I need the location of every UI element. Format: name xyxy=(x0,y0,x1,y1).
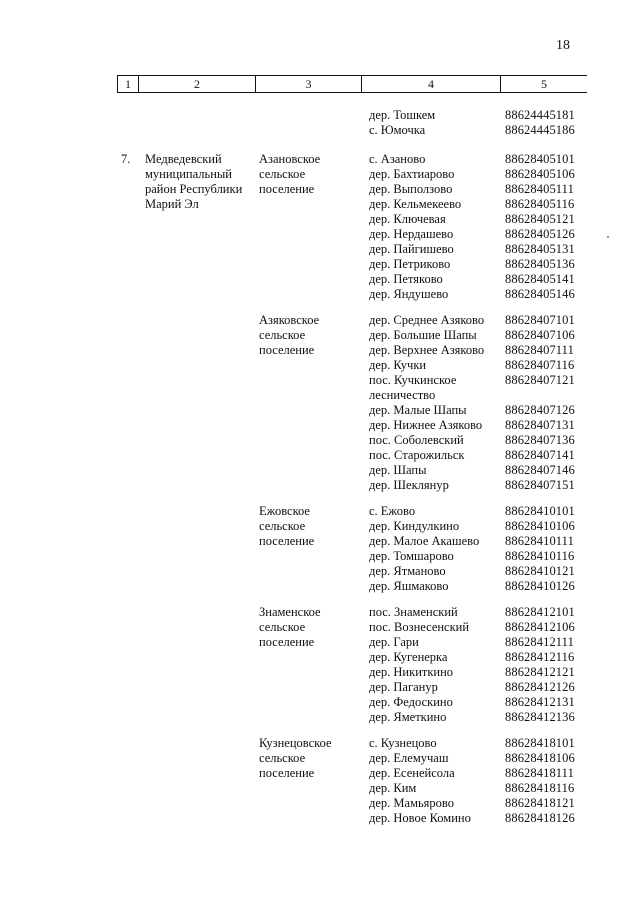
locality-name: с. Кузнецово xyxy=(369,736,437,750)
locality-name: дер. Кельмекеево xyxy=(369,197,462,211)
locality-code: 88628412126 xyxy=(505,680,575,694)
locality-code: 88628405131 xyxy=(505,242,575,256)
locality-code: 88628405106 xyxy=(505,167,575,181)
district-name: Медведевский муниципальный район Республики Марий Эл xyxy=(145,152,243,211)
locality-code: 88628418106 xyxy=(505,751,575,765)
locality-name: дер. Мамьярово xyxy=(369,796,454,810)
locality-name: дер. Яшмаково xyxy=(369,579,449,593)
settlement-name: Ежовское сельское поселение xyxy=(259,504,315,548)
locality-name: пос. Знаменский xyxy=(369,605,458,619)
locality-code: 88628412131 xyxy=(505,695,575,709)
locality-name: дер. Новое Комино xyxy=(369,811,471,825)
locality-name: дер. Есенейсола xyxy=(369,766,455,780)
continuation-locality-name: с. Юмочка xyxy=(369,123,426,137)
locality-code: 88628405121 xyxy=(505,212,575,226)
header-column-3: 3 xyxy=(255,76,361,92)
locality-name: дер. Петяково xyxy=(369,272,443,286)
locality-code: 88628405141 xyxy=(505,272,575,286)
locality-name: дер. Выползово xyxy=(369,182,453,196)
locality-code: 88628405146 xyxy=(505,287,575,301)
locality-name: пос. Вознесенский xyxy=(369,620,470,634)
locality-name: дер. Елемучаш xyxy=(369,751,449,765)
locality-name: с. Ежово xyxy=(369,504,416,518)
locality-name: дер. Гари xyxy=(369,635,419,649)
settlement-name: Кузнецовское сельское поселение xyxy=(259,736,332,780)
locality-code: 88628412106 xyxy=(505,620,575,634)
locality-name: дер. Шеклянур xyxy=(369,478,449,492)
locality-name: дер. Ким xyxy=(369,781,417,795)
locality-name: дер. Кугенерка xyxy=(369,650,448,664)
locality-name: дер. Среднее Азяково xyxy=(369,313,485,327)
locality-code: 88628412136 xyxy=(505,710,575,724)
locality-name: дер. Малое Акашево xyxy=(369,534,480,548)
table-header xyxy=(117,75,587,93)
locality-name: дер. Ятманово xyxy=(369,564,446,578)
locality-name: дер. Малые Шапы xyxy=(369,403,467,417)
locality-name: дер. Петриково xyxy=(369,257,451,271)
locality-name: дер. Яндушево xyxy=(369,287,449,301)
locality-code: 88628407136 xyxy=(505,433,575,447)
locality-name: дер. Кучки xyxy=(369,358,427,372)
locality-code: 88628405101 xyxy=(505,152,575,166)
header-column-5: 5 xyxy=(500,76,587,92)
locality-code: 88628410111 xyxy=(505,534,574,548)
locality-code: 88628407121 xyxy=(505,373,575,387)
locality-code: 88628407116 xyxy=(505,358,575,372)
settlement-name: Знаменское сельское поселение xyxy=(259,605,321,649)
page-number: 18 xyxy=(556,38,570,53)
locality-code: 88628407126 xyxy=(505,403,575,417)
locality-name: дер. Паганур xyxy=(369,680,438,694)
continuation-locality-code: 88624445181 xyxy=(505,108,575,122)
locality-code: 88628418116 xyxy=(505,781,575,795)
locality-code: 88628407106 xyxy=(505,328,575,342)
locality-name: дер. Ключевая xyxy=(369,212,446,226)
locality-code: 88628407151 xyxy=(505,478,575,492)
locality-code: 88628405136 xyxy=(505,257,575,271)
header-column-2: 2 xyxy=(138,76,255,92)
locality-code: 88628412116 xyxy=(505,650,575,664)
locality-code: 88628410106 xyxy=(505,519,575,533)
locality-name: с. Азаново xyxy=(369,152,426,166)
locality-code: 88628405116 xyxy=(505,197,575,211)
locality-name: пос. Кучкинское лесничество xyxy=(369,373,457,402)
locality-code: 88628407141 xyxy=(505,448,575,462)
locality-code: 88628410126 xyxy=(505,579,575,593)
locality-name: дер. Яметкино xyxy=(369,710,447,724)
locality-name: пос. Старожильск xyxy=(369,448,465,462)
locality-code: 88628412111 xyxy=(505,635,574,649)
locality-name: дер. Бахтиарово xyxy=(369,167,455,181)
locality-code: 88628418126 xyxy=(505,811,575,825)
locality-name: дер. Томшарово xyxy=(369,549,454,563)
locality-name: дер. Нердашево xyxy=(369,227,454,241)
locality-name: дер. Федоскино xyxy=(369,695,453,709)
locality-code: 88628405111 xyxy=(505,182,574,196)
locality-code: 88628418111 xyxy=(505,766,574,780)
locality-code: 88628410116 xyxy=(505,549,575,563)
locality-name: дер. Верхнее Азяково xyxy=(369,343,485,357)
header-column-4: 4 xyxy=(361,76,500,92)
locality-code: 88628407131 xyxy=(505,418,575,432)
mark-dot xyxy=(607,236,609,238)
locality-name: дер. Шапы xyxy=(369,463,427,477)
continuation-locality-name: дер. Тошкем xyxy=(369,108,436,122)
settlement-name: Азяковское сельское поселение xyxy=(259,313,320,357)
locality-code: 88628410101 xyxy=(505,504,575,518)
locality-code: 88628407111 xyxy=(505,343,574,357)
locality-code: 88628418101 xyxy=(505,736,575,750)
locality-code: 88628405126 xyxy=(505,227,575,241)
settlement-name: Азановское сельское поселение xyxy=(259,152,321,196)
header-column-1: 1 xyxy=(117,76,138,92)
locality-name: дер. Большие Шапы xyxy=(369,328,477,342)
locality-code: 88628412101 xyxy=(505,605,575,619)
locality-code: 88628412121 xyxy=(505,665,575,679)
locality-name: дер. Нижнее Азяково xyxy=(369,418,483,432)
locality-name: дер. Никиткино xyxy=(369,665,454,679)
continuation-locality-code: 88624445186 xyxy=(505,123,575,137)
locality-name: пос. Соболевский xyxy=(369,433,464,447)
locality-code: 88628407101 xyxy=(505,313,575,327)
locality-name: дер. Пайгишево xyxy=(369,242,454,256)
row-number: 7. xyxy=(121,152,131,166)
locality-name: дер. Киндулкино xyxy=(369,519,460,533)
locality-code: 88628410121 xyxy=(505,564,575,578)
locality-code: 88628407146 xyxy=(505,463,575,477)
locality-code: 88628418121 xyxy=(505,796,575,810)
